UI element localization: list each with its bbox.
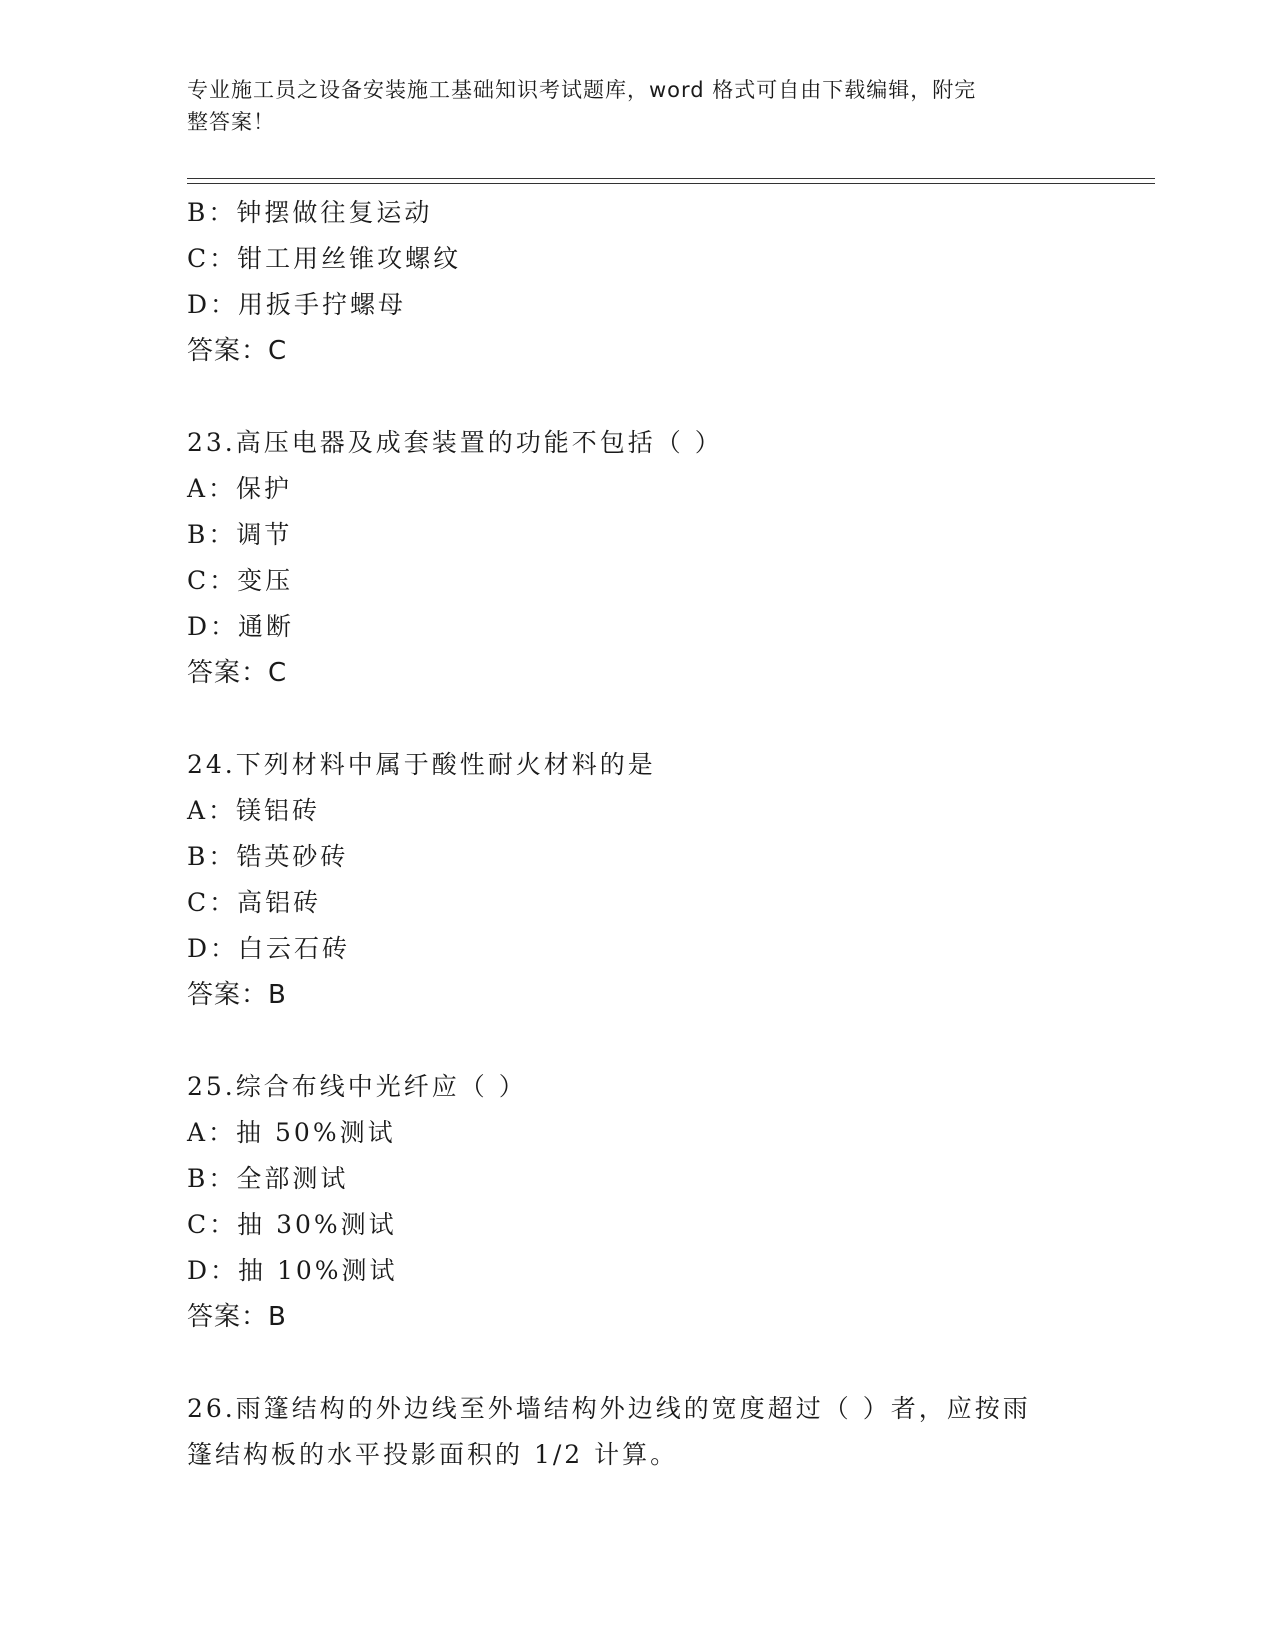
- question-title-line-1: 26.雨篷结构的外边线至外墙结构外边线的宽度超过（ ）者，应按雨: [187, 1394, 1031, 1423]
- header-divider-bottom: [187, 183, 1155, 184]
- option-b: B：锆英砂砖: [187, 842, 349, 871]
- header-line-2: 整答案！: [187, 110, 275, 134]
- option-d: D：用扳手拧螺母: [187, 290, 407, 319]
- option-b: B：全部测试: [187, 1164, 349, 1193]
- option-a: A：抽 50%测试: [187, 1118, 396, 1147]
- option-c: C：钳工用丝锥攻螺纹: [187, 244, 462, 273]
- option-d: D：白云石砖: [187, 934, 351, 963]
- header-line-1: 专业施工员之设备安装施工基础知识考试题库，word 格式可自由下载编辑，附完: [187, 78, 977, 102]
- option-b: B：钟摆做往复运动: [187, 198, 433, 227]
- spacer: [187, 1018, 1087, 1064]
- option-c: C：抽 30%测试: [187, 1210, 397, 1239]
- spacer: [187, 696, 1087, 742]
- question-24: [187, 742, 1087, 1018]
- question-26: [187, 1386, 1087, 1478]
- option-d: D：通断: [187, 612, 295, 641]
- question-22: [187, 190, 1087, 374]
- question-list: [187, 190, 1087, 1478]
- option-c: C：变压: [187, 566, 294, 595]
- question-title: 25.综合布线中光纤应（ ）: [187, 1072, 527, 1101]
- answer: 答案：B: [187, 980, 287, 1010]
- option-a: A：镁铝砖: [187, 796, 321, 825]
- header-divider-top: [187, 178, 1155, 179]
- option-b: B：调节: [187, 520, 293, 549]
- question-title: 23.高压电器及成套装置的功能不包括（ ）: [187, 428, 723, 457]
- answer: 答案：B: [187, 1302, 287, 1332]
- spacer: [187, 1340, 1087, 1386]
- option-c: C：高铝砖: [187, 888, 322, 917]
- answer: 答案：C: [187, 658, 288, 688]
- question-title: 24.下列材料中属于酸性耐火材料的是: [187, 750, 656, 779]
- document-header: [187, 74, 1067, 138]
- question-25: [187, 1064, 1087, 1340]
- option-a: A：保护: [187, 474, 293, 503]
- question-23: [187, 420, 1087, 696]
- question-title-line-2: 篷结构板的水平投影面积的 1/2 计算。: [187, 1440, 679, 1469]
- option-d: D：抽 10%测试: [187, 1256, 398, 1285]
- answer: 答案：C: [187, 336, 288, 366]
- spacer: [187, 374, 1087, 420]
